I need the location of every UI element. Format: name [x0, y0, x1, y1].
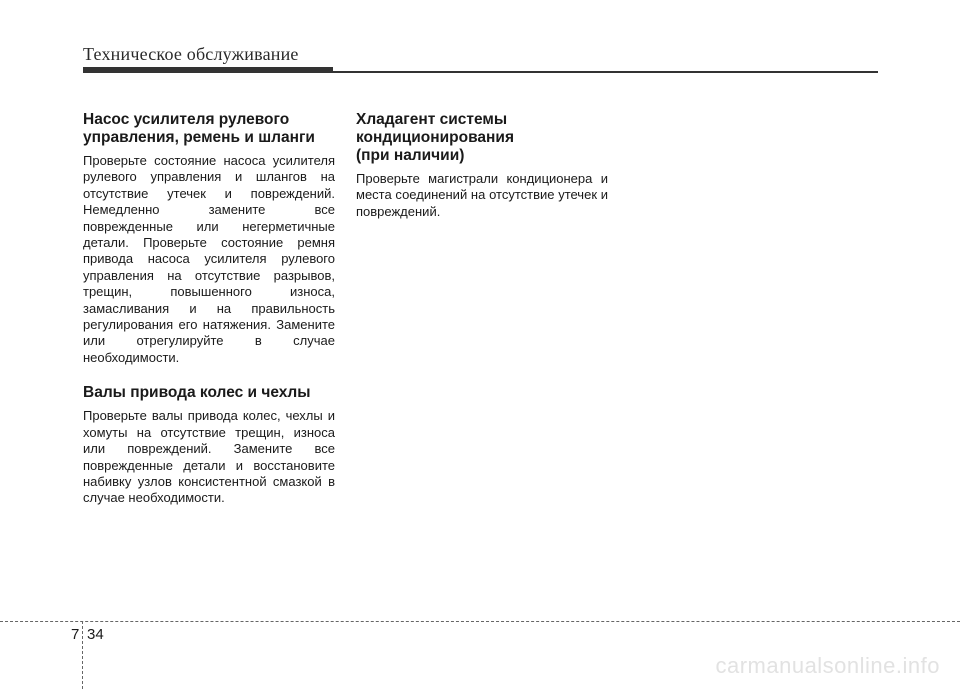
power-steering-heading-line1: Насос усилителя рулевого — [83, 111, 290, 128]
drive-shafts-heading: Валы привода колес и чехлы — [83, 384, 311, 402]
ac-refrigerant-body: Проверьте магистрали кондиционера и места соединений на отсутствие утечек и повреждений. — [356, 171, 608, 219]
footer-dashed-rule — [0, 621, 960, 622]
footer-dashed-divider — [82, 621, 83, 689]
watermark: carmanualsonline.info — [715, 653, 940, 678]
power-steering-heading-line2: управления, ремень и шланги — [83, 129, 315, 146]
ac-refrigerant-heading-line3: (при наличии) — [356, 147, 465, 164]
header-rule-thin — [83, 71, 878, 73]
ac-refrigerant-heading-line2: кондиционирования — [356, 129, 514, 146]
left-column — [83, 111, 335, 519]
page-number: 34 — [87, 626, 104, 643]
drive-shafts-body: Проверьте валы привода колес, чехлы и хомуты на отсутствие трещин, износа или повреждений. Замените все поврежденные детали и восстановите набивку узлов консистентной смазкой в случае необходимости. — [83, 408, 335, 506]
ac-refrigerant-heading — [356, 111, 608, 165]
right-column — [356, 111, 608, 232]
power-steering-heading — [83, 111, 335, 147]
chapter-number: 7 — [71, 626, 80, 643]
page-header-title: Техническое обслуживание — [83, 44, 299, 64]
ac-refrigerant-heading-line1: Хладагент системы — [356, 111, 508, 128]
power-steering-body: Проверьте состояние насоса усилителя рулевого управления и шлангов на отсутствие утечек и повреждений. Немедленно замените все поврежденные или негерметичные детали. Проверьте состояние ремня привода насоса усилителя рулевого управления на отсутствие разрывов, трещин, повышенного износа, замасливания и на правильность регулирования его натяжения. Замените или отрегулируйте в случае необходимости. — [83, 153, 335, 365]
